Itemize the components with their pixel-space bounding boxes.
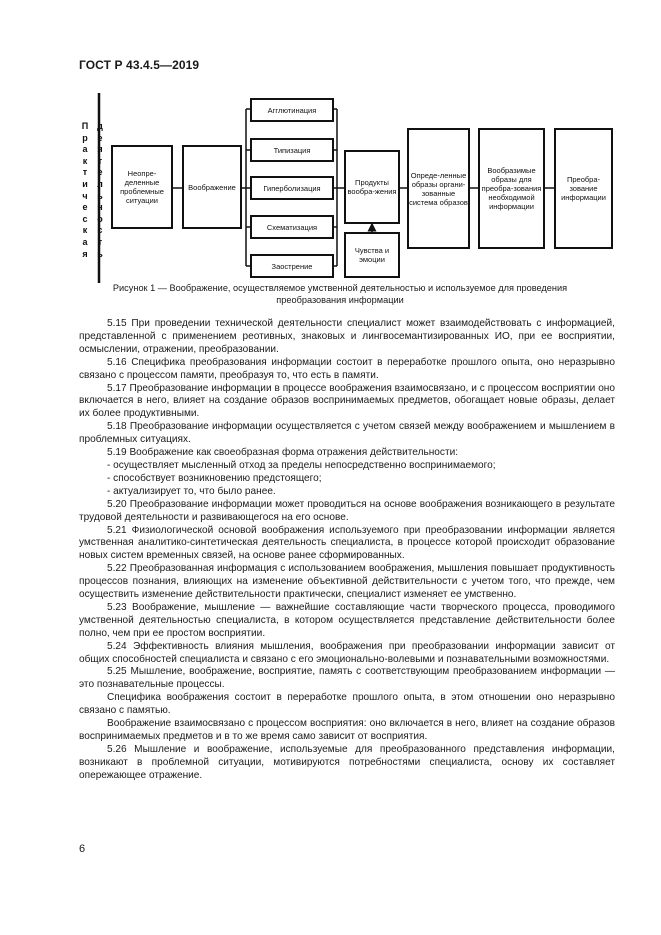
figure-caption: Рисунок 1 — Воображение, осуществляемое умственной деятельностью и используемое для проведения преобразования информации: [112, 283, 568, 305]
box-sharpening: Заострение: [250, 254, 334, 278]
paragraph: 5.21 Физиологической основой воображения используемого при преобразовании информации является умственная аналитико-синтетическая деятельность специалиста, в процессе которой происходит образование новых систем временных связей, на основе ранее сформированных.: [79, 524, 615, 562]
box-imagined-images: Вообразимые образы для преобра-зования необходимой информации: [478, 128, 545, 249]
box-defined-images: Опреде-ленные образы органи-зованные система образов: [407, 128, 470, 249]
paragraph: 5.20 Преобразование информации может проводиться на основе воображения возникающего в результате трудовой деятельности и развивающегося на его основе.: [79, 498, 615, 523]
box-imagination-products: Продукты вообра-жения: [344, 150, 400, 224]
list-item: - способствует возникновению предстоящего;: [107, 472, 322, 484]
box-nonspecific-situations: Неопре-деленные проблемные ситуации: [111, 145, 173, 229]
paragraph: 5.23 Воображение, мышление — важнейшие составляющие части творческого процесса, проводимого умственной деятельностью специалиста, в котором осуществляется представление действительности более полно, чем при ее простом восприятии.: [79, 601, 615, 639]
paragraph: Специфика воображения состоит в переработке прошлого опыта, в этом отношении оно неразрывно связано с памятью.: [79, 692, 615, 717]
box-feelings-emotions: Чувства и эмоции: [344, 232, 400, 278]
body-text: [79, 318, 615, 783]
list-item: - актуализирует то, что было ранее.: [107, 485, 276, 497]
paragraph: 5.19 Воображение как своеобразная форма отражения действительности:: [107, 447, 459, 459]
paragraph: 5.18 Преобразование информации осуществляется с учетом связей между воображением и мышлением в проблемных ситуациях.: [79, 421, 615, 446]
document-header: ГОСТ Р 43.4.5—2019: [79, 58, 200, 72]
paragraph: 5.24 Эффективность влияния мышления, воображения при преобразовании информации зависит от общих способностей специалиста и связано с его эмоционально-волевыми и познавательными возможностями.: [79, 640, 615, 665]
box-agglutination: Агглютинация: [250, 98, 334, 122]
paragraph: 5.26 Мышление и воображение, используемые для преобразованного представления информации, возникают в проблемной ситуации, мотивируются потребностями специалиста, основу их составляет опережающее отражение.: [79, 743, 615, 781]
figure-1-diagram: [0, 0, 661, 300]
box-typification: Типизация: [250, 138, 334, 162]
box-hyperbolization: Гиперболизация: [250, 176, 334, 200]
box-information-transformation: Преобра-зование информации: [554, 128, 613, 249]
vertical-label-left: П р а к т и ч е с к а я: [81, 121, 89, 259]
paragraph: 5.22 Преобразованная информация с использованием воображения, мышления повышает продуктивность процессов познания, влияющих на изменение объективной действительности с учетом того, что прежде, чем осуществить изменение действительности практически, специалист изменяет ее умственно.: [79, 563, 615, 601]
page-number: 6: [79, 843, 86, 855]
paragraph: 5.17 Преобразование информации в процессе воображения взаимосвязано, и с процессом восприятии оно включается в него, влияет на создание образов воспринимаемых предметов, обогащает новые образы, делает их более продуктивными.: [79, 382, 615, 420]
vertical-label-right: д е я т е л ь н о с т ь: [97, 121, 103, 259]
list-item: - осуществляет мысленный отход за пределы непосредственно воспринимаемого;: [107, 459, 496, 471]
paragraph: 5.15 При проведении технической деятельности специалист может взаимодействовать с информацией, представленной с применением реотивных, знаковых и лингвосемантизированных ИО, при ее восприятии, осмыслении, отражении, преобразовании.: [79, 318, 615, 355]
box-imagination: Воображение: [182, 145, 242, 229]
paragraph: 5.25 Мышление, воображение, восприятие, память с соответствующим преобразованием информации — это познавательные процессы.: [79, 666, 615, 691]
paragraph: 5.16 Специфика преобразования информации состоит в переработке прошлого опыта, оно неразрывно связано с процессом памяти, преобразуя то, что есть в памяти.: [79, 356, 615, 381]
paragraph: Воображение взаимосвязано с процессом восприятия: оно включается в него, влияет на создание образов воспринимаемых предметов и в то же время само зависит от восприятия.: [79, 718, 615, 742]
box-schematization: Схематизация: [250, 215, 334, 239]
